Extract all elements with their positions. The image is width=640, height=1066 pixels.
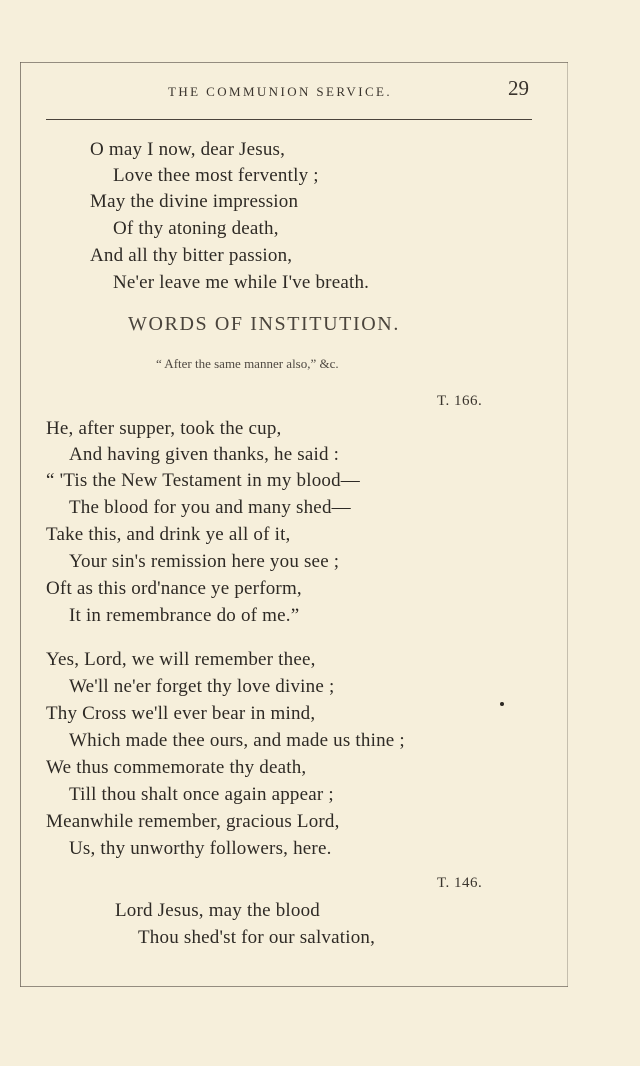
page-border-top <box>20 62 568 63</box>
stanza-4-line-2: Thou shed'st for our salvation, <box>138 927 376 948</box>
stanza-3-line-8: Us, thy unworthy followers, here. <box>69 838 332 859</box>
stanza-3-line-7: Meanwhile remember, gracious Lord, <box>46 811 340 832</box>
stanza-2-line-5: Take this, and drink ye all of it, <box>46 524 291 545</box>
page-border-right <box>567 62 568 987</box>
header-rule <box>46 119 532 120</box>
stanza-2-line-6: Your sin's remission here you see ; <box>69 551 340 572</box>
stanza-4-line-1: Lord Jesus, may the blood <box>115 900 321 921</box>
stanza-1-line-1: O may I now, dear Jesus, <box>90 139 286 160</box>
page-border-bottom <box>20 986 568 987</box>
rubric: “ After the same manner also,” &c. <box>156 356 339 371</box>
stanza-1-line-6: Ne'er leave me while I've breath. <box>113 272 370 293</box>
stanza-3-line-6: Till thou shalt once again appear ; <box>69 784 334 805</box>
stanza-1-line-5: And all thy bitter passion, <box>90 245 293 266</box>
stanza-1-line-3: May the divine impression <box>90 191 299 212</box>
page-border-left <box>20 62 21 987</box>
running-head: THE COMMUNION SERVICE. <box>168 84 393 99</box>
ink-speck <box>500 702 504 706</box>
stanza-3-line-5: We thus commemorate thy death, <box>46 757 307 778</box>
stanza-3-line-2: We'll ne'er forget thy love divine ; <box>69 676 335 697</box>
stanza-3-line-3: Thy Cross we'll ever bear in mind, <box>46 703 316 724</box>
stanza-3-line-4: Which made thee ours, and made us thine ; <box>69 730 405 751</box>
page-number: 29 <box>508 76 529 100</box>
stanza-2-line-1: He, after supper, took the cup, <box>46 418 282 439</box>
stanza-1-line-2: Love thee most fervently ; <box>113 165 319 186</box>
stanza-2-line-4: The blood for you and many shed— <box>69 497 351 518</box>
stanza-1-line-4: Of thy atoning death, <box>113 218 279 239</box>
stanza-2-line-2: And having given thanks, he said : <box>69 444 340 465</box>
stanza-2-line-8: It in remembrance do of me.” <box>69 605 300 626</box>
stanza-3-line-1: Yes, Lord, we will remember thee, <box>46 649 316 670</box>
section-heading: WORDS OF INSTITUTION. <box>128 313 400 335</box>
tune-number-2: T. 146. <box>437 875 483 891</box>
stanza-2-line-7: Oft as this ord'nance ye perform, <box>46 578 302 599</box>
tune-number-1: T. 166. <box>437 393 483 409</box>
stanza-2-line-3: “ 'Tis the New Testament in my blood— <box>46 470 361 491</box>
